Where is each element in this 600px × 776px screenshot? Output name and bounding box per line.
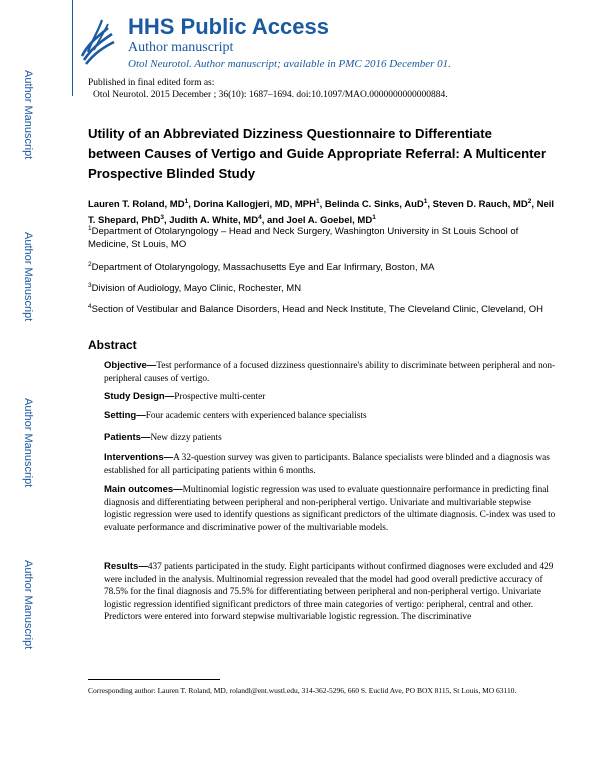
affiliation-text: Division of Audiology, Mayo Clinic, Rochester, MN [91,283,302,295]
manuscript-sidebar [0,0,72,776]
author-name: Belinda C. Sinks, AuD [324,199,424,211]
author-affiliation-mark: 1 [184,198,189,205]
side-label-author-manuscript: Author Manuscript [22,70,34,160]
section-lead: Interventions— [104,452,174,463]
author-name: Dorina Kallogjeri, MD, MPH [193,199,316,211]
author-affiliation-mark: 3 [160,214,164,222]
section-lead: Main outcomes— [104,484,183,495]
side-label-author-manuscript: Author Manuscript [22,232,34,322]
affiliation-item [88,279,558,295]
abstract-section-interventions [104,452,558,477]
journal-availability-line: Otol Neurotol. Author manuscript; available in PMC 2016 December 01. [128,58,451,70]
abstract-section-setting [104,410,558,423]
section-text: Test performance of a focused dizziness questionnaire's ability to discriminate between peripheral and non-peripheral causes of vertigo. [104,361,556,384]
author-affiliation-mark: 1 [372,214,376,222]
affiliation-item [88,300,558,316]
section-text: 437 patients participated in the study. Eight participants without confirmed diagnoses were excluded and 429 were included in the analysis. Multinomial regression revealed that the model had good overall predictive accuracy of 78.5% for the final diagnosis and 75.5% for differentiating between peripheral and non-peripheral vertigo. Univariate logistic regression identified significant predictors of three main categories of vertigo: peripheral, central and other. Predictors were entered into forward stepwise multivariable logistic regression. The discriminative [104,562,554,622]
affiliation-text: Department of Otolaryngology, Massachusetts Eye and Ear Infirmary, Boston, MA [91,262,435,274]
citation-line: Otol Neurotol. 2015 December ; 36(10): 1687–1694. doi:10.1097/MAO.0000000000000884. [93,90,448,100]
author-name: Judith A. White, MD [169,215,259,227]
affiliation-mark: 2 [88,261,92,268]
abstract-section-objective [104,360,558,385]
affiliation-text: Section of Vestibular and Balance Disorders, Head and Neck Institute, The Cleveland Clinic, Cleveland, OH [91,304,543,316]
abstract-heading: Abstract [88,338,137,352]
abstract-section-patients [104,432,558,445]
side-label-author-manuscript: Author Manuscript [22,398,34,488]
hhs-eagle-logo-icon [78,14,116,68]
affiliation-mark: 4 [88,303,92,310]
author-affiliation-mark: 4 [258,214,262,222]
section-text: Four academic centers with experienced balance specialists [145,411,367,421]
author-affiliation-mark: 1 [423,198,428,205]
section-lead: Objective— [104,360,157,371]
section-lead: Patients— [104,432,151,443]
author-manuscript-subtitle: Author manuscript [128,40,234,55]
affiliation-mark: 3 [88,282,92,289]
side-label-author-manuscript: Author Manuscript [22,560,34,650]
author-name: Steven D. Rauch, MD [432,199,528,211]
author-affiliation-mark: 1 [315,198,320,205]
author-name: Neil T. Shepard, PhD [88,199,555,227]
abstract-section-main-outcomes [104,484,558,534]
section-text: A 32-question survey was given to participants. Balance specialists were blinded and a diagnosis was established for all participating patients within 6 months. [104,453,550,476]
affiliation-item [88,222,558,251]
hhs-public-access-brand: HHS Public Access [128,14,329,39]
section-text: Multinomial logistic regression was used to evaluate questionnaire performance in predicting final diagnosis and differentiating between peripheral and non-peripheral vertigo. Univariate and multivariable stepwise logistic regression were used to identify questions as significant predictors of the ultimate diagnosis. C-index was used to evaluate performance and discriminative power of the multivariable models. [104,485,556,533]
author-name: Lauren T. Roland, MD [88,199,185,211]
section-text: New dizzy patients [150,433,222,443]
author-list: Lauren T. Roland, $MD^1$, Dorina Kallogjeri, MD, MPH$^1$, Belinda C. Sinks, AuD$^1$, Steven D. Rauch, $MD^2$, Neil T. Shepard, PhD$^3$, Judith A. White, $MD^4$, and Joel A. Goebel, $MD^1$ [88,198,555,227]
paper-title: Utility of an Abbreviated Dizziness Questionnaire to Differentiate between Causes of Vertigo and Guide Appropriate Referral: A Multicenter Prospective Blinded Study [88,126,546,181]
abstract-section-results [104,561,558,624]
section-lead: Study Design— [104,391,175,402]
corresponding-author-footnote: Corresponding author: Lauren T. Roland, MD, rolandl@ent.wustl.edu, 314-362-5296, 660 S. Euclid Ave, PO BOX 8115, St Louis, MO 63110. [88,686,517,695]
affiliation-mark: 1 [88,225,92,232]
section-text: Prospective multi-center [174,392,266,402]
published-label: Published in final edited form as: [88,78,215,88]
abstract-section-study-design [104,391,558,404]
section-lead: Results— [104,561,148,572]
section-lead: Setting— [104,410,146,421]
affiliation-text: Department of Otolaryngology – Head and Neck Surgery, Washington University in St Louis School of Medicine, St Louis, MO [88,226,519,251]
header-divider [72,0,73,96]
author-affiliation-mark: 2 [527,198,532,205]
author-name: and Joel A. Goebel, MD [266,215,373,227]
footnote-divider [88,679,220,680]
affiliation-item [88,258,558,274]
